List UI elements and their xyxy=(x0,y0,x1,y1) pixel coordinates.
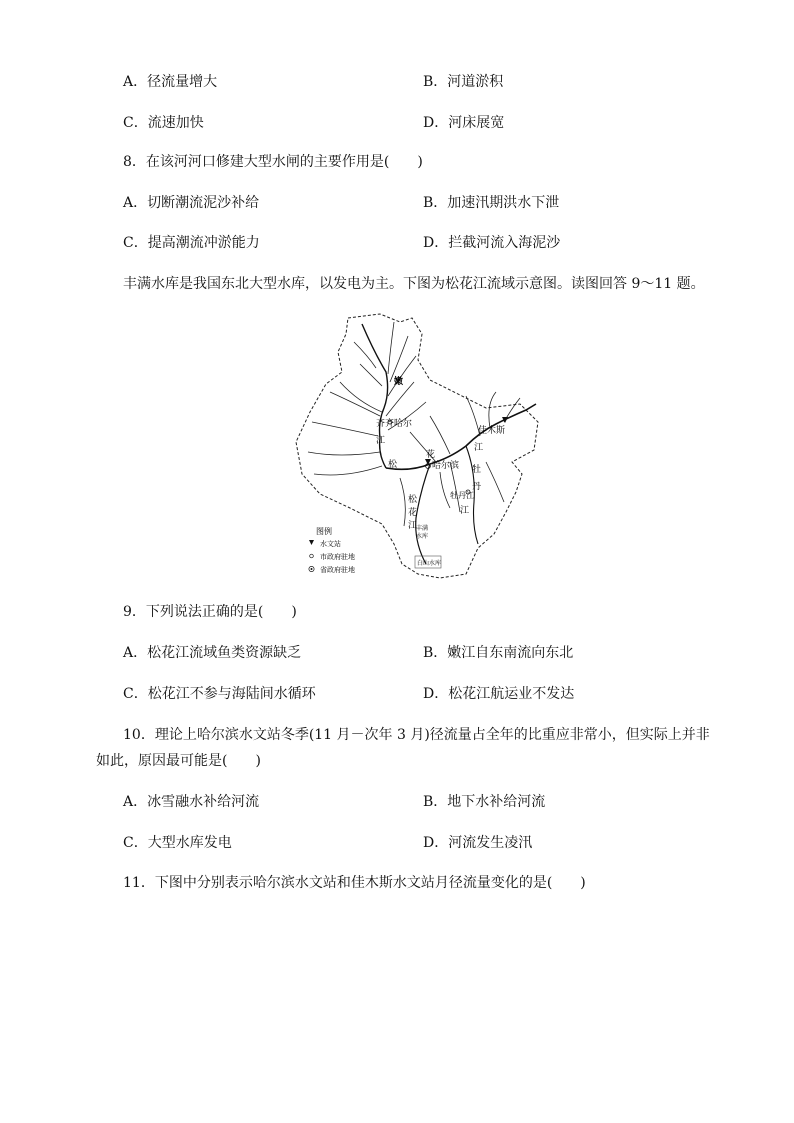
q7-option-d: D．河床展宽 xyxy=(423,115,505,131)
label-song: 松 xyxy=(388,460,398,470)
label-hua: 花 xyxy=(426,450,436,460)
q9-option-a: A．松花江流域鱼类资源缺乏 xyxy=(123,645,302,661)
label-hua-2: 花 xyxy=(408,508,418,518)
second-songhua-river xyxy=(416,464,430,564)
label-jiang-1: 江 xyxy=(376,436,386,446)
songhua-river-basin-map xyxy=(290,312,545,582)
legend-province: 省政府驻地 xyxy=(320,566,355,574)
legend-title: 图例 xyxy=(316,527,332,536)
q10-option-d: D．河流发生凌汛 xyxy=(423,835,533,851)
q7-option-c: C．流速加快 xyxy=(123,115,204,131)
legend-city: 市政府驻地 xyxy=(320,553,355,561)
label-mudanjiang: 牡丹江 xyxy=(450,491,474,500)
q8-option-b: B．加速汛期洪水下泄 xyxy=(423,195,560,211)
label-qiqihar: 齐齐哈尔 xyxy=(376,419,413,429)
q10-option-b: B．地下水补给河流 xyxy=(423,794,546,810)
nen-river xyxy=(362,324,388,468)
label-fengman-2: 水库 xyxy=(416,533,429,540)
label-jiang-4: 江 xyxy=(408,521,418,531)
label-baishan: 白山水库 xyxy=(417,560,442,567)
label-jiang-2: 江 xyxy=(474,443,484,453)
label-dan: 丹 xyxy=(472,482,482,492)
map-legend xyxy=(309,526,355,574)
q8-option-a: A．切断潮流泥沙补给 xyxy=(123,195,260,211)
label-song-2: 松 xyxy=(408,495,418,505)
q10-stem-line-2: 如此，原因最可能是( ) xyxy=(96,753,261,769)
q7-option-b: B．河道淤积 xyxy=(423,74,504,90)
q10-option-c: C．大型水库发电 xyxy=(123,835,232,851)
label-nen: 嫩 xyxy=(394,377,404,387)
label-harbin: 哈尔滨 xyxy=(432,461,460,471)
legend-station: 水文站 xyxy=(320,540,341,548)
q9-stem: 9．下列说法正确的是( ) xyxy=(123,604,297,620)
label-mu: 牡 xyxy=(472,465,482,475)
q9-option-c: C．松花江不参与海陆间水循环 xyxy=(123,686,316,702)
q9-option-d: D．松花江航运业不发达 xyxy=(423,686,575,702)
q8-option-d: D．拦截河流入海泥沙 xyxy=(423,235,561,251)
songhua-river xyxy=(386,404,536,469)
intro-paragraph: 丰满水库是我国东北大型水库，以发电为主。下图为松花江流域示意图。读图回答 9～11 题。 xyxy=(123,276,705,292)
q7-option-a: A．径流量增大 xyxy=(123,74,218,90)
q10-stem-line-1: 10．理论上哈尔滨水文站冬季(11 月－次年 3 月)径流量占全年的比重应非常小，但实际上并非 xyxy=(123,727,710,743)
q11-stem: 11．下图中分别表示哈尔滨水文站和佳木斯水文站月径流量变化的是( ) xyxy=(123,875,586,891)
q9-option-b: B．嫩江自东南流向东北 xyxy=(423,645,574,661)
q10-option-a: A．冰雪融水补给河流 xyxy=(123,794,260,810)
label-fengman-1: 丰满 xyxy=(416,525,429,532)
label-jiang-3: 江 xyxy=(460,506,470,516)
q8-stem: 8．在该河河口修建大型水闸的主要作用是( ) xyxy=(123,154,423,170)
q8-option-c: C．提高潮流冲淤能力 xyxy=(123,235,260,251)
label-jiamusi: 佳木斯 xyxy=(478,426,506,436)
